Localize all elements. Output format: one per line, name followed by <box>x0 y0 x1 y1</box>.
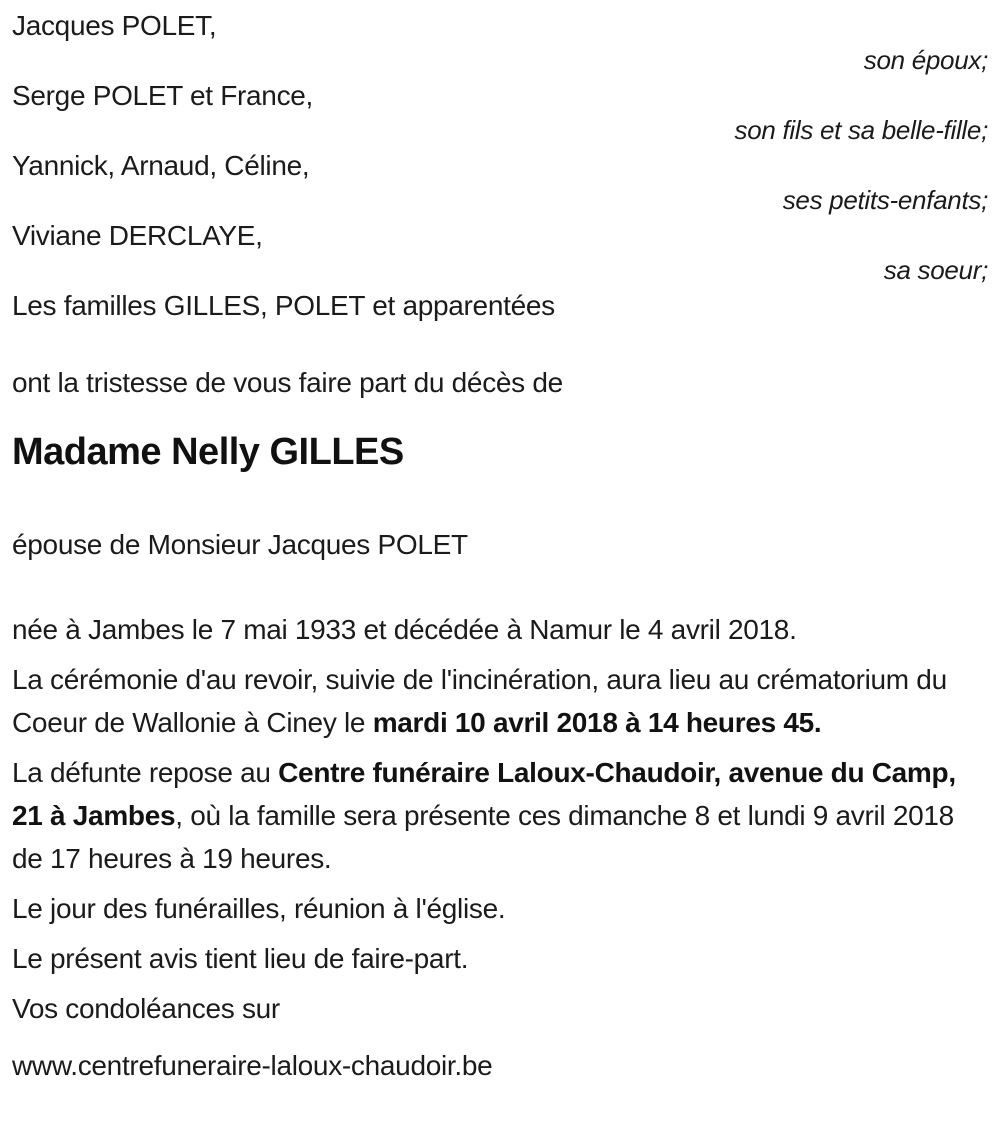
ceremony-paragraph <box>12 658 988 744</box>
family-section <box>12 8 988 323</box>
relative-relation: son époux; <box>863 45 988 75</box>
intro-line: ont la tristesse de vous faire part du décès de <box>12 367 563 398</box>
family-entry <box>12 148 988 218</box>
ceremony-text: La cérémonie d'au revoir, suivie de l'incinération, aura lieu au crématorium du Coeur de Wallonie à Ciney le <box>12 664 947 738</box>
funeral-day-line: Le jour des funérailles, réunion à l'église. <box>12 893 506 924</box>
family-entry <box>12 78 988 148</box>
relative-relation: ses petits-enfants; <box>782 185 988 215</box>
faire-part-line: Le présent avis tient lieu de faire-part. <box>12 943 469 974</box>
funeral-home-website-link[interactable]: www.centrefuneraire-laloux-chaudoir.be <box>12 1050 493 1081</box>
relative-name: Yannick, Arnaud, Céline, <box>12 150 310 181</box>
funeral-home-address: Centre funéraire Laloux-Chaudoir, avenue du Camp, 21 à Jambes <box>12 757 956 831</box>
relative-relation: son fils et sa belle-fille; <box>734 115 988 145</box>
deceased-name-heading: Madame Nelly GILLES <box>12 431 404 473</box>
repose-paragraph <box>12 751 988 880</box>
ceremony-datetime: mardi 10 avril 2018 à 14 heures 45. <box>372 707 822 738</box>
family-entry <box>12 288 988 323</box>
family-entry <box>12 218 988 288</box>
birth-death-line: née à Jambes le 7 mai 1933 et décédée à Namur le 4 avril 2018. <box>12 614 797 645</box>
spouse-line: épouse de Monsieur Jacques POLET <box>12 529 468 560</box>
relative-relation: sa soeur; <box>883 255 988 285</box>
relative-name: Jacques POLET, <box>12 10 217 41</box>
relative-name: Viviane DERCLAYE, <box>12 220 263 251</box>
repose-text-start: La défunte repose au <box>12 757 279 788</box>
condolences-line: Vos condoléances sur <box>12 993 280 1024</box>
repose-text-end: , où la famille sera présente ces dimanche 8 et lundi 9 avril 2018 de 17 heures à 19 heures. <box>12 800 954 874</box>
family-entry <box>12 8 988 78</box>
relative-name: Serge POLET et France, <box>12 80 314 111</box>
relative-name: Les familles GILLES, POLET et apparentées <box>12 290 555 321</box>
